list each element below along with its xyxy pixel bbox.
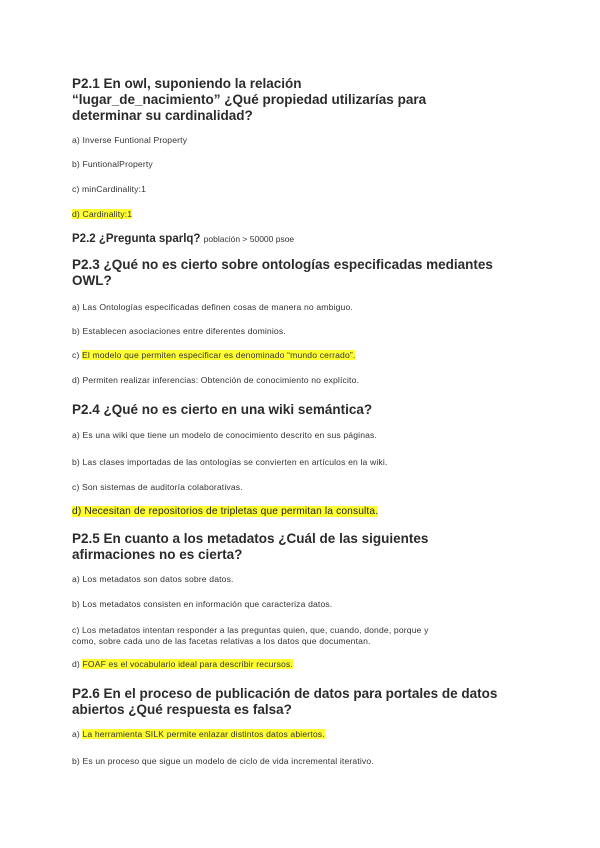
title-line: afirmaciones no es cierta? — [72, 547, 243, 562]
title-line: P2.1 En owl, suponiendo la relación — [72, 76, 302, 91]
highlighted-text: El modelo que permiten especificar es denominado “mundo cerrado”. — [82, 350, 356, 360]
option-d-highlighted: d) Cardinality:1 — [72, 209, 133, 219]
option-prefix: c) — [72, 350, 82, 360]
option-d: d) Permiten realizar inferencias: Obtención de conocimiento no explícito. — [72, 375, 360, 385]
question-answer-note: población > 50000 psoe — [203, 234, 295, 244]
option-a: a) Inverse Funtional Property — [72, 135, 188, 145]
option-b: b) FuntionalProperty — [72, 159, 153, 169]
option-a: a) Los metadatos son datos sobre datos. — [72, 574, 234, 584]
option-b: b) Es un proceso que sigue un modelo de ciclo de vida incremental iterativo. — [72, 756, 374, 766]
title-line: abiertos ¿Qué respuesta es falsa? — [72, 702, 292, 717]
option-a: a) Es una wiki que tiene un modelo de conocimiento descrito en sus páginas. — [72, 430, 378, 440]
highlighted-text: La herramienta SILK permite enlazar distintos datos abiertos. — [82, 729, 325, 739]
option-prefix: a) — [72, 729, 83, 739]
title-line: P2.3 ¿Qué no es cierto sobre ontologías especificadas mediantes — [72, 257, 493, 272]
title-line: P2.4 ¿Qué no es cierto en una wiki semántica? — [72, 402, 373, 417]
option-prefix: d) — [72, 659, 83, 669]
option-b: b) Establecen asociaciones entre diferentes dominios. — [72, 326, 286, 336]
question-title: P2.2 ¿Pregunta sparlq? — [72, 233, 201, 245]
option-d-highlighted — [72, 658, 512, 670]
title-line: P2.5 En cuanto a los metadatos ¿Cuál de las siguientes — [72, 531, 429, 546]
question-p2-5-title — [72, 531, 542, 563]
title-line: OWL? — [72, 273, 112, 288]
option-a: a) Las Ontologías especificadas definen cosas de manera no ambiguo. — [72, 302, 353, 312]
highlighted-text — [72, 350, 355, 360]
title-line: P2.6 En el proceso de publicación de datos para portales de datos — [72, 686, 498, 701]
question-p2-6-title — [72, 686, 542, 718]
highlighted-text: FOAF es el vocabulario ideal para describir recursos. — [82, 659, 293, 669]
option-c-highlighted — [72, 349, 512, 361]
option-b: b) Los metadatos consisten en información que caracteriza datos. — [72, 599, 333, 609]
option-b: b) Las clases importadas de las ontologías se convierten en artículos en la wiki. — [72, 457, 388, 467]
title-line: determinar su cardinalidad? — [72, 108, 253, 123]
option-c-line2: como, sobre cada uno de las facetas relativas a los datos que documentan. — [72, 636, 371, 646]
option-c: c) minCardinality:1 — [72, 184, 147, 194]
question-p2-1-title — [72, 76, 472, 124]
option-d-highlighted: d) Necesitan de repositorios de tripletas que permitan la consulta. — [72, 506, 379, 517]
question-p2-3-title — [72, 257, 542, 289]
option-c: c) Son sistemas de auditoría colaborativas. — [72, 482, 243, 492]
question-p2-4-title — [72, 402, 542, 418]
option-a-highlighted — [72, 728, 512, 740]
title-line: “lugar_de_nacimiento” ¿Qué propiedad utilizarías para — [72, 92, 427, 107]
question-p2-2-title — [72, 231, 542, 247]
option-c-line1: c) Los metadatos intentan responder a las preguntas quien, que, cuando, donde, porque y — [72, 625, 429, 635]
